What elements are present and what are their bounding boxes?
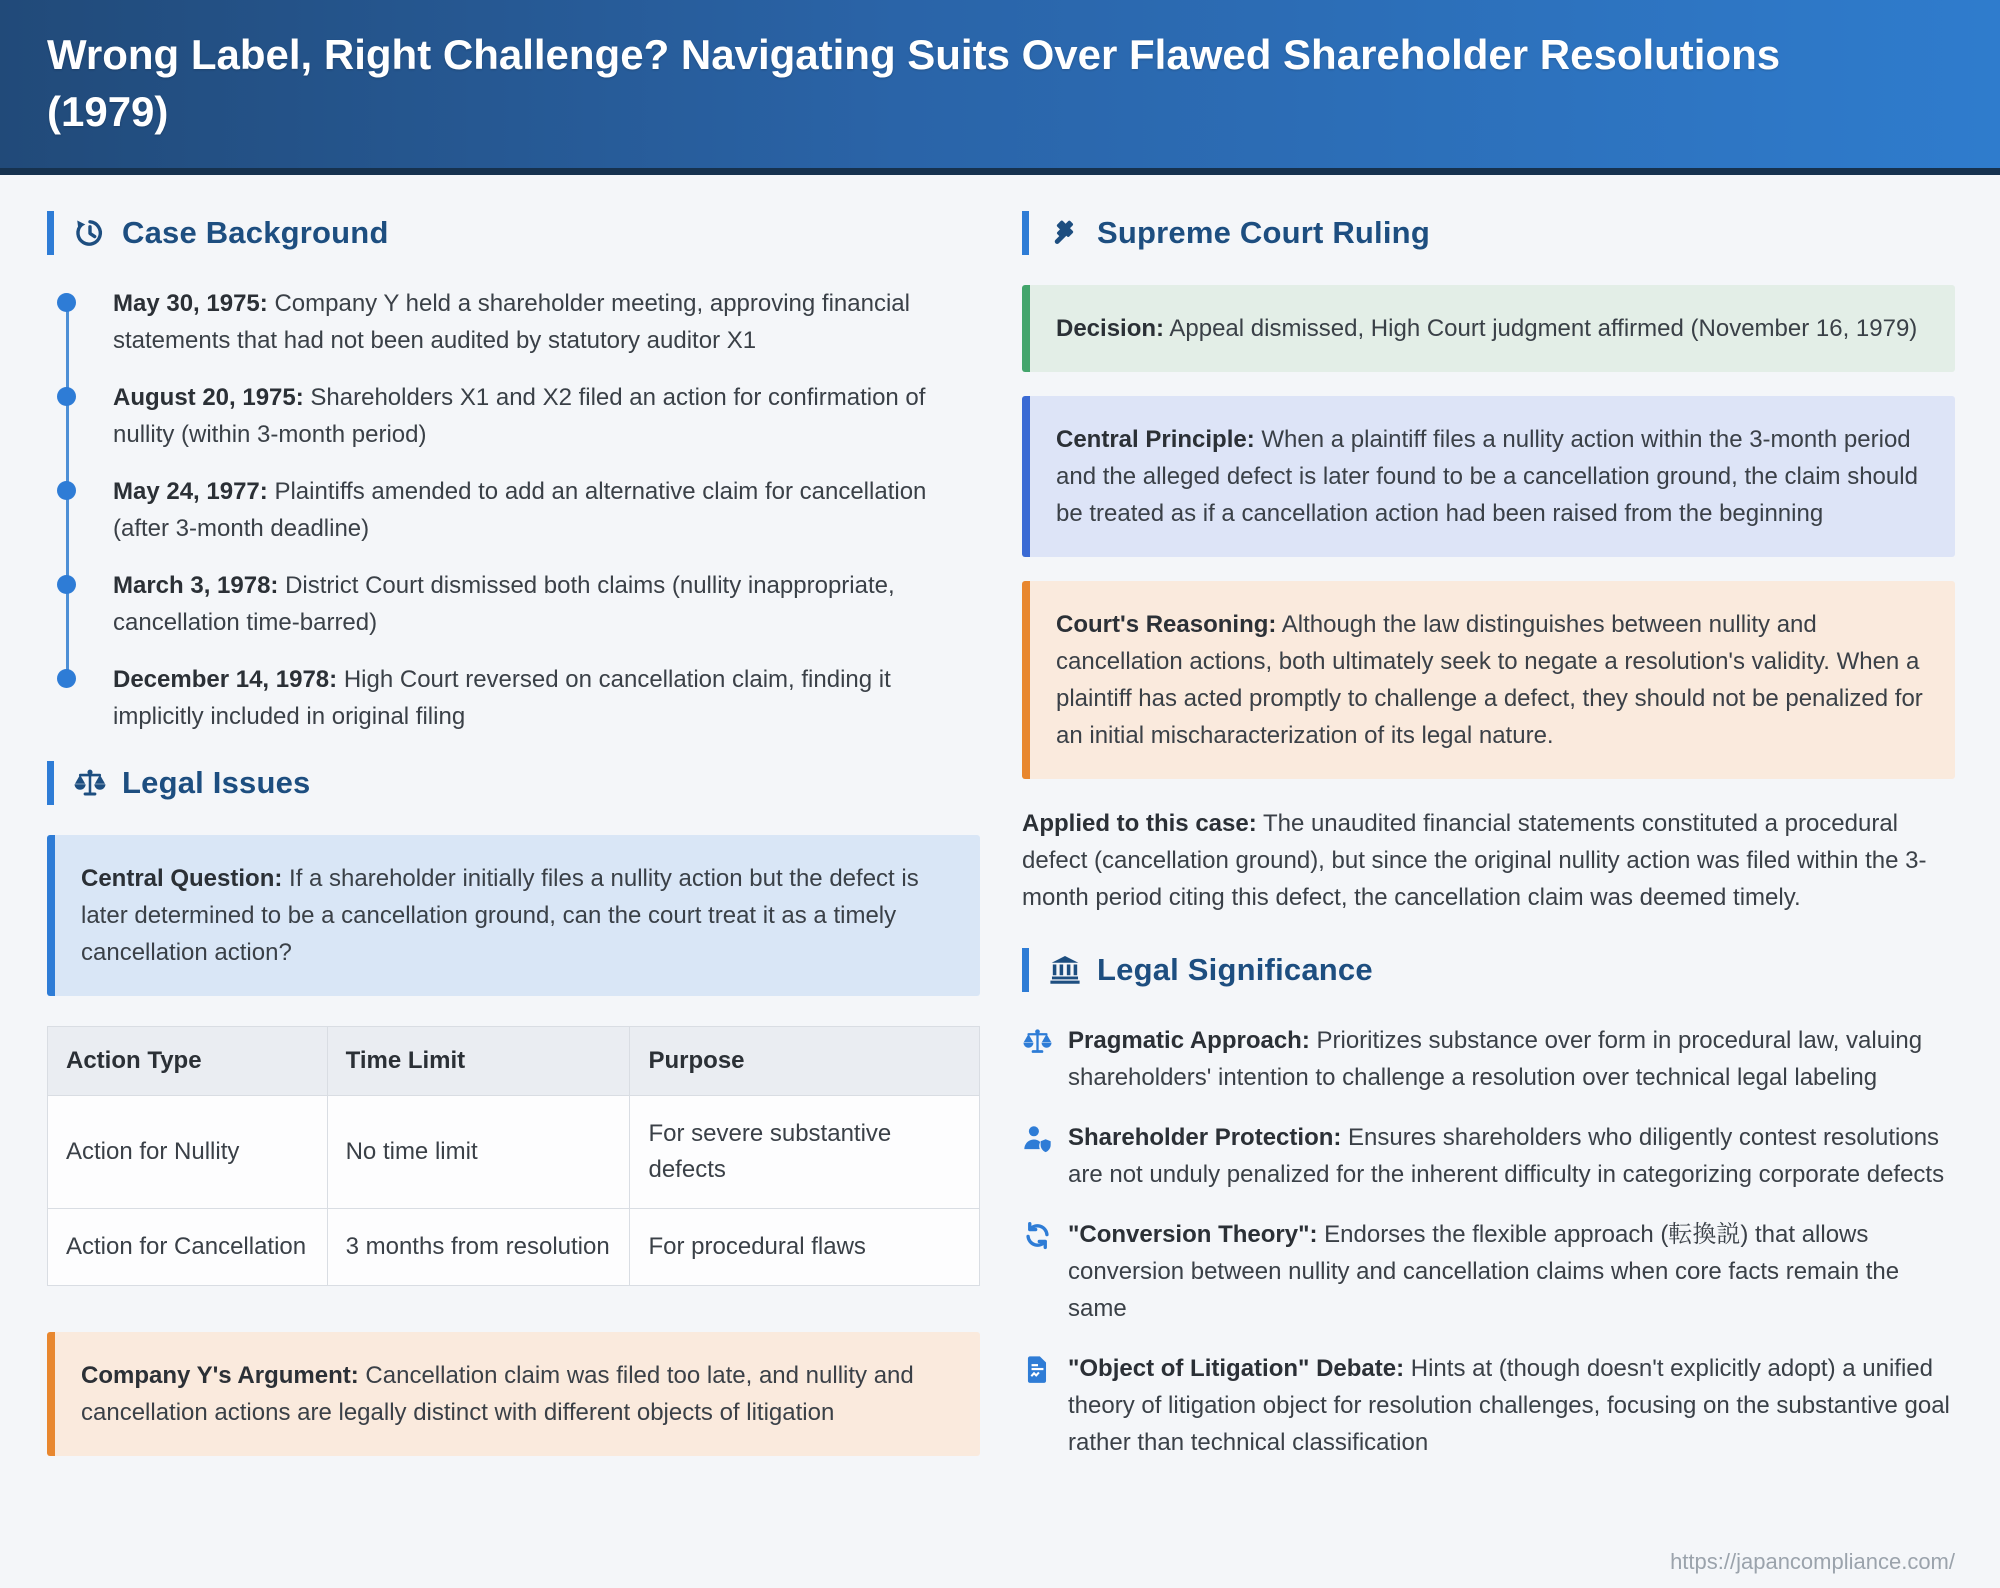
- significance-text: "Object of Litigation" Debate: Hints at (though doesn't explicitly adopt) a unified theory of litigation object for resolution challenges, focusing on the substantive goal rather than technical classification: [1068, 1355, 1950, 1456]
- timeline-dot: [57, 669, 76, 688]
- table-cell: For procedural flaws: [630, 1209, 980, 1286]
- event-date: March 3, 1978:: [113, 572, 279, 599]
- section-accent-bar: [1022, 211, 1029, 255]
- timeline-event: [47, 379, 980, 453]
- section-title: Legal Significance: [1097, 952, 1373, 987]
- table-cell: Action for Nullity: [48, 1096, 328, 1209]
- callout-text: Cancellation claim was filed too late, and nullity and cancellation actions are legally distinct with different objects of litigation: [81, 1362, 914, 1426]
- significance-text: Shareholder Protection: Ensures shareholders who diligently contest resolutions are not unduly penalized for the inherent difficulty in categorizing corporate defects: [1068, 1124, 1945, 1188]
- action-types-table: [47, 1026, 980, 1286]
- event-text: High Court reversed on cancellation claim, finding it implicitly included in original filing: [113, 666, 891, 730]
- court-reasoning-box: [1022, 581, 1955, 779]
- left-column: [47, 211, 980, 1484]
- significance-text: "Conversion Theory": Endorses the flexible approach (転換説) that allows conversion between nullity and cancellation claims when core facts remain the same: [1068, 1221, 1900, 1322]
- section-title: Case Background: [122, 215, 389, 250]
- source-url: https://japancompliance.com/: [1670, 1549, 1955, 1574]
- callout-label: Company Y's Argument:: [81, 1362, 359, 1389]
- table-cell: No time limit: [327, 1096, 630, 1209]
- event-text: Plaintiffs amended to add an alternative claim for cancellation (after 3-month deadline): [113, 478, 927, 542]
- file-icon: [1022, 1350, 1068, 1461]
- event-date: August 20, 1975:: [113, 384, 304, 411]
- timeline: [47, 285, 980, 735]
- callout-text: Although the law distinguishes between nullity and cancellation actions, both ultimately seek to negate a resolution's validity. When a plaintiff has acted promptly to challenge a defect, they should not be penalized for an initial mischaracterization of its legal nature.: [1056, 611, 1923, 749]
- table-cell: For severe substantive defects: [630, 1096, 980, 1209]
- column-header: Purpose: [630, 1027, 980, 1096]
- table-header-row: [48, 1027, 980, 1096]
- central-principle-box: [1022, 396, 1955, 557]
- table-row: [48, 1096, 980, 1209]
- column-header: Action Type: [48, 1027, 328, 1096]
- significance-item: [1022, 1216, 1955, 1327]
- event-text: Company Y held a shareholder meeting, approving financial statements that had not been audited by statutory auditor X1: [113, 290, 910, 354]
- section-legal-issues: [47, 761, 980, 805]
- significance-text: Pragmatic Approach: Prioritizes substance over form in procedural law, valuing shareholders' intention to challenge a resolution over technical legal labeling: [1068, 1027, 1923, 1091]
- significance-item: [1022, 1119, 1955, 1193]
- callout-text: If a shareholder initially files a nullity action but the defect is later determined to be a cancellation ground, can the court treat it as a timely cancellation action?: [81, 865, 919, 966]
- callout-text: When a plaintiff files a nullity action within the 3-month period and the alleged defect is later found to be a cancellation ground, the claim should be treated as if a cancellation action had been raised from the beginning: [1056, 426, 1918, 527]
- significance-item: [1022, 1350, 1955, 1461]
- sync-icon: [1022, 1216, 1068, 1327]
- section-accent-bar: [47, 761, 54, 805]
- timeline-event: [47, 661, 980, 735]
- bank-icon: [1048, 953, 1082, 987]
- event-date: May 30, 1975:: [113, 290, 268, 317]
- company-argument-box: [47, 1332, 980, 1456]
- section-case-background: [47, 211, 980, 255]
- section-supreme-court-ruling: [1022, 211, 1955, 255]
- timeline-dot: [57, 387, 76, 406]
- content: [0, 175, 2000, 1484]
- section-accent-bar: [47, 211, 54, 255]
- significance-item: [1022, 1022, 1955, 1096]
- central-question-box: [47, 835, 980, 996]
- section-title: Legal Issues: [122, 765, 311, 800]
- section-legal-significance: [1022, 948, 1955, 992]
- section-accent-bar: [1022, 948, 1029, 992]
- timeline-dot: [57, 575, 76, 594]
- event-text: District Court dismissed both claims (nullity inappropriate, cancellation time-barred): [113, 572, 895, 636]
- callout-label: Central Question:: [81, 865, 283, 892]
- column-header: Time Limit: [327, 1027, 630, 1096]
- callout-label: Decision:: [1056, 315, 1165, 342]
- table-cell: 3 months from resolution: [327, 1209, 630, 1286]
- gavel-icon: [1048, 216, 1082, 250]
- callout-text: Appeal dismissed, High Court judgment affirmed (November 16, 1979): [1169, 315, 1918, 342]
- scales-icon: [73, 766, 107, 800]
- event-text: Shareholders X1 and X2 filed an action for confirmation of nullity (within 3-month period): [113, 384, 926, 448]
- callout-label: Court's Reasoning:: [1056, 611, 1277, 638]
- scales-icon: [1022, 1022, 1068, 1096]
- applied-paragraph: [1022, 805, 1955, 916]
- timeline-dot: [57, 481, 76, 500]
- callout-label: Central Principle:: [1056, 426, 1255, 453]
- timeline-dot: [57, 293, 76, 312]
- timeline-event: [47, 567, 980, 641]
- right-column: [1022, 211, 1955, 1484]
- timeline-event: [47, 473, 980, 547]
- paragraph-text: The unaudited financial statements constituted a procedural defect (cancellation ground), but since the original nullity action was filed within the 3-month period citing this defect, the cancellation claim was deemed timely.: [1022, 810, 1927, 911]
- page-title: Wrong Label, Right Challenge? Navigating Suits Over Flawed Shareholder Resolutions (1979): [47, 31, 1781, 135]
- event-date: May 24, 1977:: [113, 478, 268, 505]
- table-cell: Action for Cancellation: [48, 1209, 328, 1286]
- section-title: Supreme Court Ruling: [1097, 215, 1430, 250]
- paragraph-label: Applied to this case:: [1022, 810, 1257, 837]
- person-shield-icon: [1022, 1119, 1068, 1193]
- decision-box: [1022, 285, 1955, 372]
- table-row: [48, 1209, 980, 1286]
- page-header: [0, 0, 2000, 175]
- timeline-event: [47, 285, 980, 359]
- event-date: December 14, 1978:: [113, 666, 338, 693]
- history-icon: [73, 216, 107, 250]
